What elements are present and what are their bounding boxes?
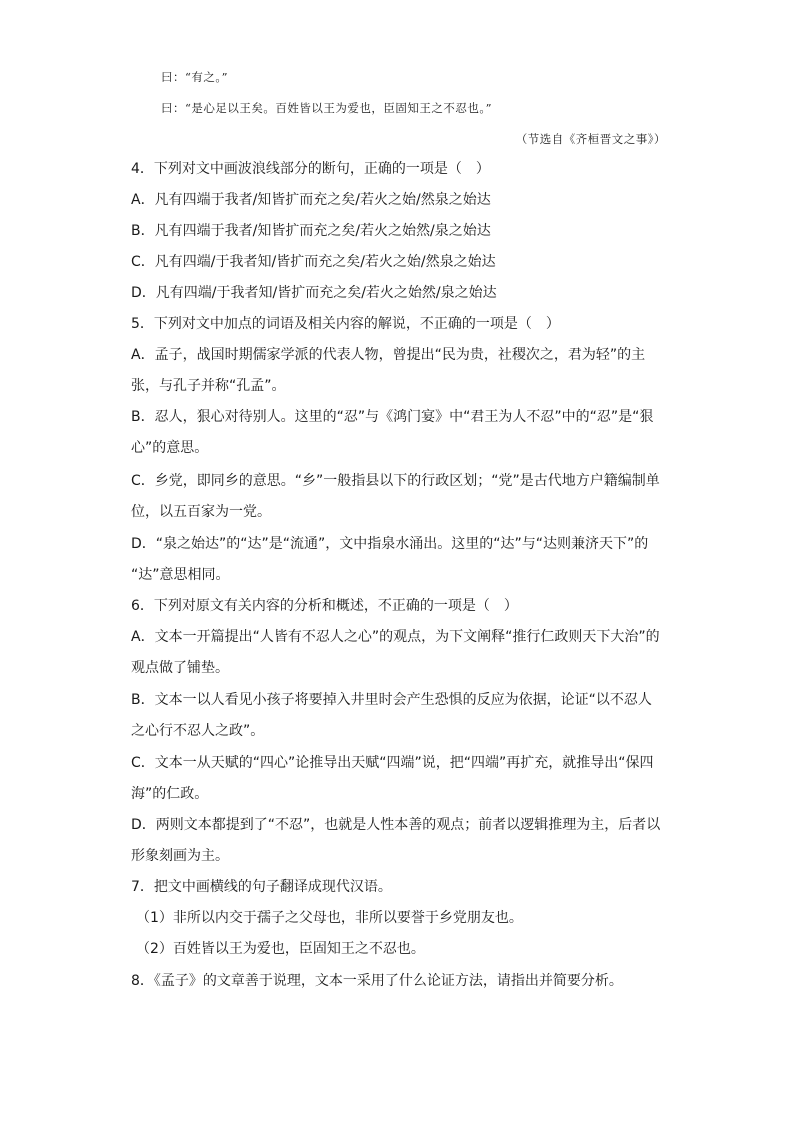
question-4-option-c: C．凡有四端/于我者知/皆扩而充之矣/若火之始/然泉之始达 (131, 254, 496, 270)
question-4-option-b: B．凡有四端于我者/知皆扩而充之矣/若火之始然/泉之始达 (131, 223, 491, 239)
passage-source: （节选自《齐桓晋文之事》） (515, 132, 666, 146)
question-6-stem: 6．下列对原文有关内容的分析和概述，不正确的一项是（ ） (131, 598, 518, 614)
question-5-option-a-cont: 张，与孔子并称“孔孟”。 (131, 378, 286, 394)
question-5-option-d: D．“泉之始达”的“达”是“流通”，文中指泉水涌出。这里的“达”与“达则兼济天下”的 (131, 536, 649, 552)
question-7-stem: 7．把文中画横线的句子翻译成现代汉语。 (131, 879, 392, 895)
passage-line-2: 曰：“是心足以王矣。百姓皆以王为爱也，臣固知王之不忍也。” (161, 101, 493, 115)
question-5-option-b: B．忍人，狠心对待别人。这里的“忍”与《鸿门宴》中“君王为人不忍”中的“忍”是“狠 (131, 409, 654, 425)
question-5-option-a: A．孟子，战国时期儒家学派的代表人物，曾提出“民为贵，社稷次之，君为轻”的主 (131, 347, 646, 363)
question-6-option-a-cont: 观点做了铺垫。 (131, 660, 229, 676)
question-6-option-c-cont: 海”的仁政。 (131, 786, 209, 802)
question-6-option-d: D．两则文本都提到了“不忍”，也就是人性本善的观点；前者以逻辑推理为主，后者以 (131, 817, 661, 833)
question-6-option-a: A．文本一开篇提出“人皆有不忍人之心”的观点，为下文阐释“推行仁政则天下大治”的 (131, 629, 660, 645)
question-8-stem: 8．《孟子》的文章善于说理，文本一采用了什么论证方法，请指出并简要分析。 (131, 973, 623, 989)
question-5-option-c: C．乡党，即同乡的意思。“乡”一般指县以下的行政区划；“党”是古代地方户籍编制单 (131, 473, 660, 489)
question-6-option-b: B．文本一以人看见小孩子将要掉入井里时会产生恐惧的反应为依据，论证“以不忍人 (131, 692, 652, 708)
question-6-option-b-cont: 之心行不忍人之政”。 (131, 723, 265, 739)
question-6-option-c: C．文本一从天赋的“四心”论推导出天赋“四端”说，把“四端”再扩充，就推导出“保四 (131, 755, 654, 771)
question-6-option-d-cont: 形象刻画为主。 (131, 848, 229, 864)
question-5-stem: 5．下列对文中加点的词语及相关内容的解说，不正确的一项是（ ） (131, 316, 560, 332)
passage-line-1: 曰：“有之。” (161, 70, 229, 84)
question-4-option-d: D．凡有四端/于我者知/皆扩而充之矣/若火之始然/泉之始达 (131, 285, 497, 301)
question-7-sentence-2: （2）百姓皆以王为爱也，臣固知王之不忍也。 (136, 941, 425, 957)
question-5-option-d-cont: “达”意思相同。 (131, 567, 230, 583)
question-4-stem: 4．下列对文中画波浪线部分的断句，正确的一项是（ ） (131, 161, 490, 177)
question-7-sentence-1: （1）非所以内交于孺子之父母也，非所以要誉于乡党朋友也。 (136, 910, 523, 926)
question-5-option-b-cont: 心”的意思。 (131, 440, 209, 456)
question-5-option-c-cont: 位，以五百家为一党。 (131, 504, 271, 520)
question-4-option-a: A．凡有四端于我者/知皆扩而充之矣/若火之始/然泉之始达 (131, 192, 491, 208)
